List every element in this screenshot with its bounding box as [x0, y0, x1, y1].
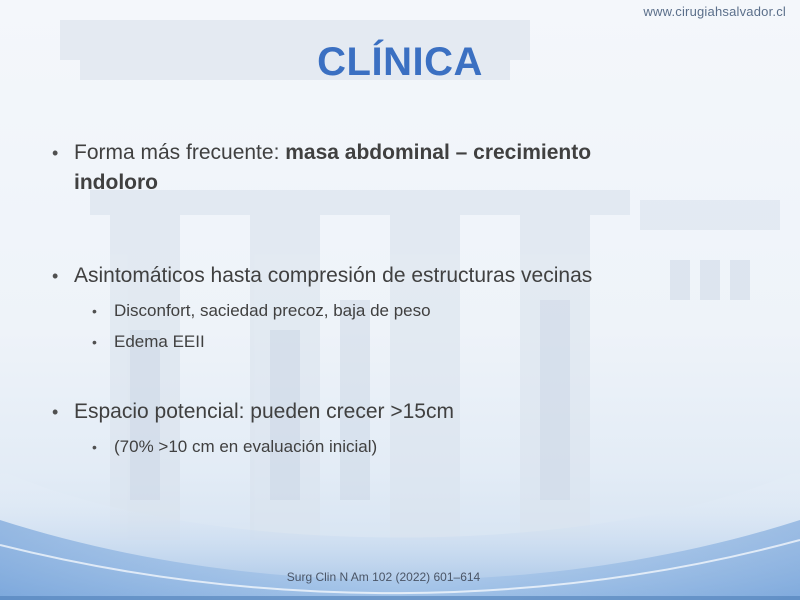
bullet-icon: •: [52, 266, 59, 286]
bullet-icon: •: [92, 303, 97, 319]
sub-bullet-text: (70% >10 cm en evaluación inicial): [114, 437, 378, 456]
bullet-icon: •: [52, 143, 59, 163]
bullet-item: [52, 261, 752, 291]
bullet-item: [52, 138, 752, 198]
source-citation: Surg Clin N Am 102 (2022) 601–614: [286, 570, 481, 584]
sub-bullet-item: [52, 436, 752, 458]
bullet-icon: •: [92, 334, 97, 350]
sub-bullet-text: Disconfort, saciedad precoz, baja de peso: [114, 301, 431, 320]
bullet-list: [52, 138, 752, 458]
sub-bullet-text: Edema EEII: [114, 332, 205, 351]
bullet-text-bold: masa abdominal – crecimiento: [285, 141, 592, 164]
bullet-text-bold-cont: indoloro: [74, 171, 158, 194]
bullet-icon: •: [52, 402, 59, 422]
bullet-icon: •: [92, 439, 97, 455]
slide-title: CLÍNICA: [317, 40, 483, 84]
bullet-text: Espacio potencial: pueden crecer >15cm: [74, 400, 454, 423]
sub-bullet-item: [52, 300, 752, 322]
bullet-item: [52, 397, 752, 427]
bullet-text: Asintomáticos hasta compresión de estructuras vecinas: [74, 264, 593, 287]
website-url: www.cirugiahsalvador.cl: [643, 4, 786, 19]
sub-bullet-item: [52, 331, 752, 353]
bullet-text: Forma más frecuente:: [74, 141, 286, 164]
